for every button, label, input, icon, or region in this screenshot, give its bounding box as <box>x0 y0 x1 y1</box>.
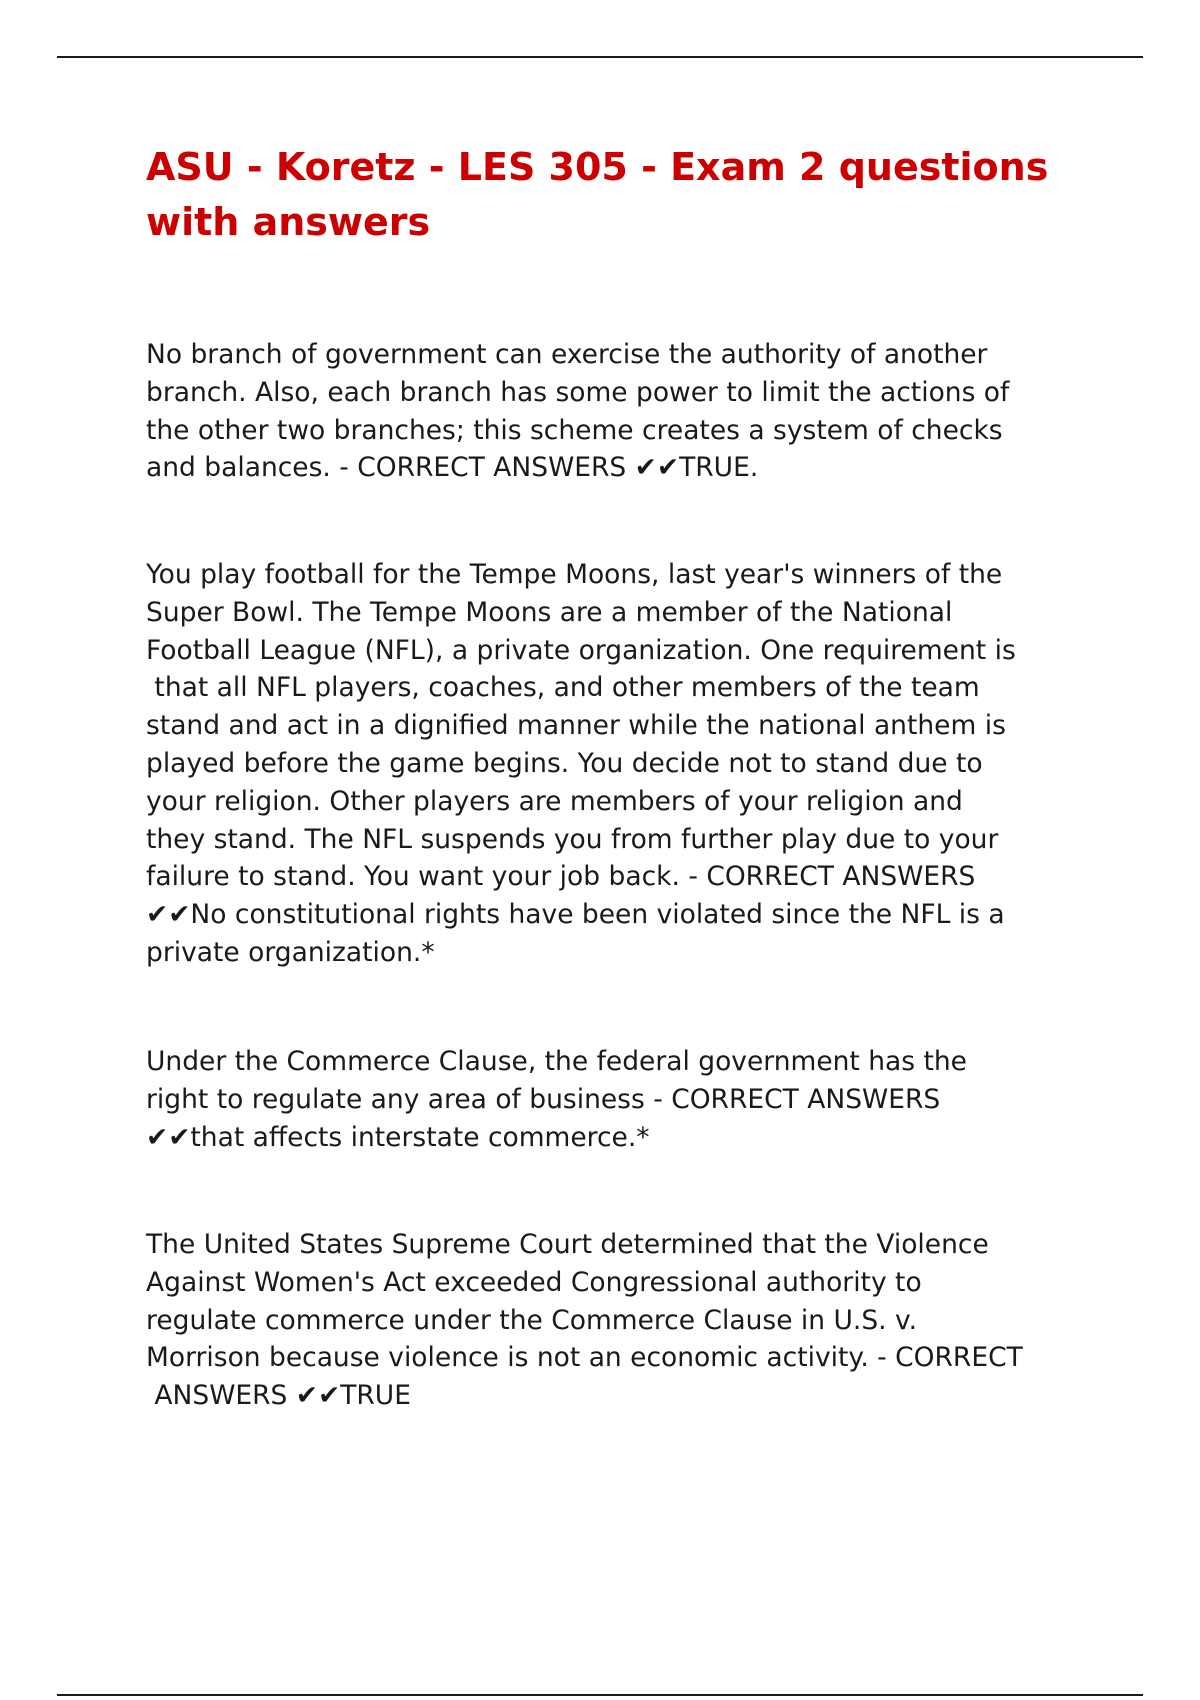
text-line: ANSWERS ✔✔TRUE <box>146 1380 411 1412</box>
text-line: branch. Also, each branch has some power to limit the actions of <box>146 376 1010 408</box>
text-line: ✔✔that affects interstate commerce.* <box>146 1121 650 1153</box>
bottom-rule <box>57 1694 1143 1696</box>
text-line: that all NFL players, coaches, and other members of the team <box>146 672 980 704</box>
text-line: Morrison because violence is not an economic activity. - CORRECT <box>146 1342 1023 1374</box>
text-line: No branch of government can exercise the authority of another <box>146 339 988 370</box>
text-line: your religion. Other players are members of your religion and <box>146 785 963 817</box>
text-line: You play football for the Tempe Moons, last year's winners of the <box>146 559 1003 590</box>
top-rule <box>57 56 1143 58</box>
text-line: Super Bowl. The Tempe Moons are a member of the National <box>146 596 953 628</box>
page-title-line: with answers <box>146 200 431 244</box>
text-line: stand and act in a dignified manner while the national anthem is <box>146 710 1006 742</box>
text-line: the other two branches; this scheme creates a system of checks <box>146 414 1003 446</box>
page-title-line: ASU - Koretz - LES 305 - Exam 2 questions <box>146 145 1049 189</box>
question-answer-2 <box>146 556 1096 972</box>
page-title <box>146 140 1096 250</box>
text-line: Football League (NFL), a private organization. One requirement is <box>146 634 1016 666</box>
question-answer-4 <box>146 1226 1096 1415</box>
question-answer-3 <box>146 1043 1096 1156</box>
text-line: The United States Supreme Court determined that the Violence <box>146 1229 989 1260</box>
text-line: ✔✔No constitutional rights have been violated since the NFL is a <box>146 899 1005 931</box>
text-line: right to regulate any area of business - CORRECT ANSWERS <box>146 1083 941 1115</box>
text-line: failure to stand. You want your job back. - CORRECT ANSWERS <box>146 861 976 893</box>
text-line: and balances. - CORRECT ANSWERS ✔✔TRUE. <box>146 452 759 484</box>
text-line: Under the Commerce Clause, the federal government has the <box>146 1046 967 1077</box>
text-line: played before the game begins. You decide not to stand due to <box>146 747 983 779</box>
text-line: they stand. The NFL suspends you from further play due to your <box>146 823 999 855</box>
text-line: private organization.* <box>146 936 435 968</box>
text-line: regulate commerce under the Commerce Clause in U.S. v. <box>146 1304 918 1336</box>
text-line: Against Women's Act exceeded Congressional authority to <box>146 1266 922 1298</box>
question-answer-1 <box>146 336 1096 487</box>
